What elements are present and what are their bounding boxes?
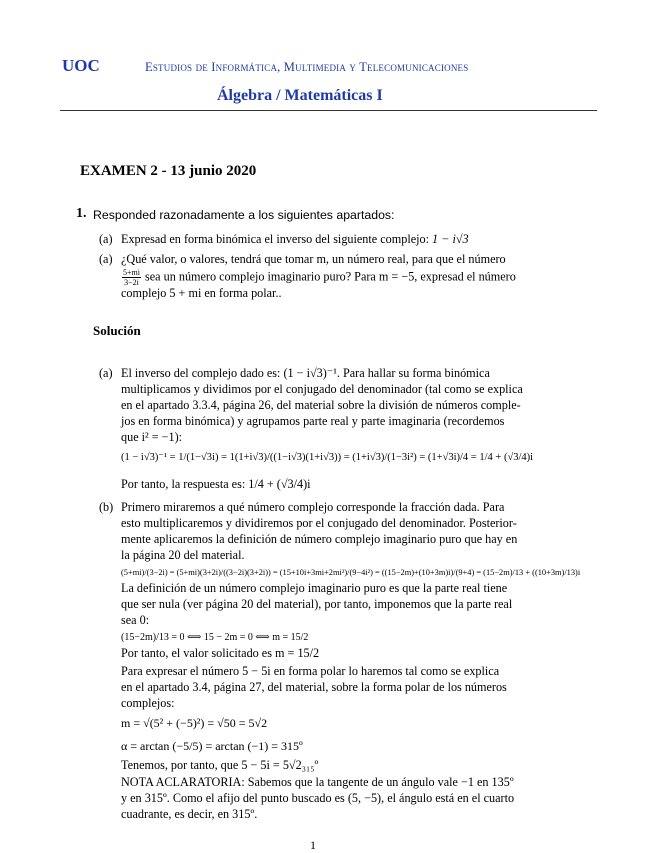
- solution-b-valor: Por tanto, el valor solicitado es m = 15/2: [121, 646, 320, 660]
- solution-b-line2-1: La definición de un número complejo imaginario puro es que la parte real tiene: [121, 581, 508, 595]
- page-number: 1: [310, 838, 316, 852]
- solution-b-line3-2: en el apartado 3.4, página 27, del material, sobre la forma polar de los números: [121, 680, 507, 694]
- header-rule: [60, 110, 597, 111]
- question-b-line2: [121, 268, 516, 287]
- solution-b-line-1: Primero miraremos a qué número complejo corresponde la fracción dada. Para: [121, 500, 505, 514]
- solution-a-line-3: en el apartado 3.3.4, página 26, del material sobre la división de números comple-: [121, 398, 521, 412]
- solution-nota-2: y en 315º. Como el afijo del punto buscado es (5, −5), el ángulo está en el cuarto: [121, 791, 515, 805]
- question-b-text3: complejo 5 + mi en forma polar..: [121, 286, 282, 300]
- solution-b-equation-1: (5+mi)/(3−2i) = (5+mi)(3+2i)/((3−2i)(3+2i)) = (15+10i+3mi+2mi²)/(9−4i²) = ((15−2m)+(10+3m)i)/(9+4) = (15−2m)/13 + ((10+3m)/13)i: [121, 568, 581, 577]
- solution-heading: Solución: [93, 323, 141, 338]
- solution-nota-1: NOTA ACLARATORIA: Sabemos que la tangente de un ángulo vale −1 en 135º: [121, 775, 514, 789]
- course-title: Álgebra / Matemáticas I: [217, 87, 383, 104]
- exam-title: EXAMEN 2 - 13 junio 2020: [80, 163, 257, 179]
- solution-b-polar: Tenemos, por tanto, que 5 − 5i = 5√2₃₁₅º: [121, 758, 319, 772]
- question-a-text-body: Expresad en forma binómica el inverso del siguiente complejo:: [121, 232, 429, 246]
- brand-logo: UOC: [62, 56, 100, 75]
- solution-b-line-3: mente aplicaremos la definición de número complejo imaginario puro que hay en: [121, 532, 518, 546]
- solution-a-answer: Por tanto, la respuesta es: 1/4 + (√3/4)i: [121, 477, 311, 491]
- question-a-text: [121, 232, 469, 247]
- question-a-expr: 1 − i√3: [432, 232, 469, 246]
- solution-nota-3: cuadrante, es decir, en 315º.: [121, 807, 258, 821]
- solution-a-equation: (1 − i√3)⁻¹ = 1/(1−√3i) = 1(1+i√3)/((1−i√3)(1+i√3)) = (1+i√3)/(1−3i²) = (1+√3i)/4 = 1/4 + (√3/4)i: [121, 452, 534, 463]
- question-prompt: Responded razonadamente a los siguientes apartados:: [93, 208, 395, 222]
- solution-b-line3-3: complejos:: [121, 696, 175, 710]
- solution-b-line-4: la página 20 del material.: [121, 548, 245, 562]
- solution-b-line-2: esto multiplicaremos y dividiremos por el conjugado del denominador. Posterior-: [121, 516, 517, 530]
- solution-b-equation-4: α = arctan (−5/5) = arctan (−1) = 315º: [121, 739, 303, 753]
- solution-b-line3-1: Para expresar el número 5 − 5i en forma polar lo haremos tal como se explica: [121, 664, 500, 678]
- solution-b-line2-3: sea 0:: [121, 613, 150, 627]
- question-b-text2: sea un número complejo imaginario puro? Para m = −5, expresad el número: [145, 269, 516, 284]
- question-b-fraction: $\frac{5+mi}{3-2i}$: [123, 268, 140, 287]
- studies-title: Estudios de Informática, Multimedia y Telecomunicaciones: [145, 60, 469, 74]
- solution-a-line-2: multiplicamos y dividimos por el conjugado del denominador (tal como se explica: [121, 382, 523, 396]
- solution-a-label: (a): [99, 366, 113, 380]
- solution-b-line2-2: que ser nula (ver página 20 del material), por tanto, imponemos que la parte real: [121, 597, 513, 611]
- question-a-label: (a): [99, 232, 113, 246]
- solution-b-label: (b): [99, 500, 114, 514]
- solution-a-line-5: que i² = −1):: [121, 430, 183, 444]
- solution-a-line-1: El inverso del complejo dado es: (1 − i√3)⁻¹. Para hallar su forma binómica: [121, 366, 490, 380]
- question-b-label: (a): [99, 252, 113, 266]
- question-b-text1: ¿Qué valor, o valores, tendrá que tomar m, un número real, para que el número: [121, 252, 506, 266]
- question-number: 1.: [76, 206, 87, 221]
- solution-b-equation-2: (15−2m)/13 = 0 ⟺ 15 − 2m = 0 ⟺ m = 15/2: [121, 632, 309, 643]
- solution-b-equation-3: m = √(5² + (−5)²) = √50 = 5√2: [121, 716, 268, 730]
- solution-a-line-4: jos en forma binómica) y agrupamos parte real y parte imaginaria (recordemos: [121, 414, 505, 428]
